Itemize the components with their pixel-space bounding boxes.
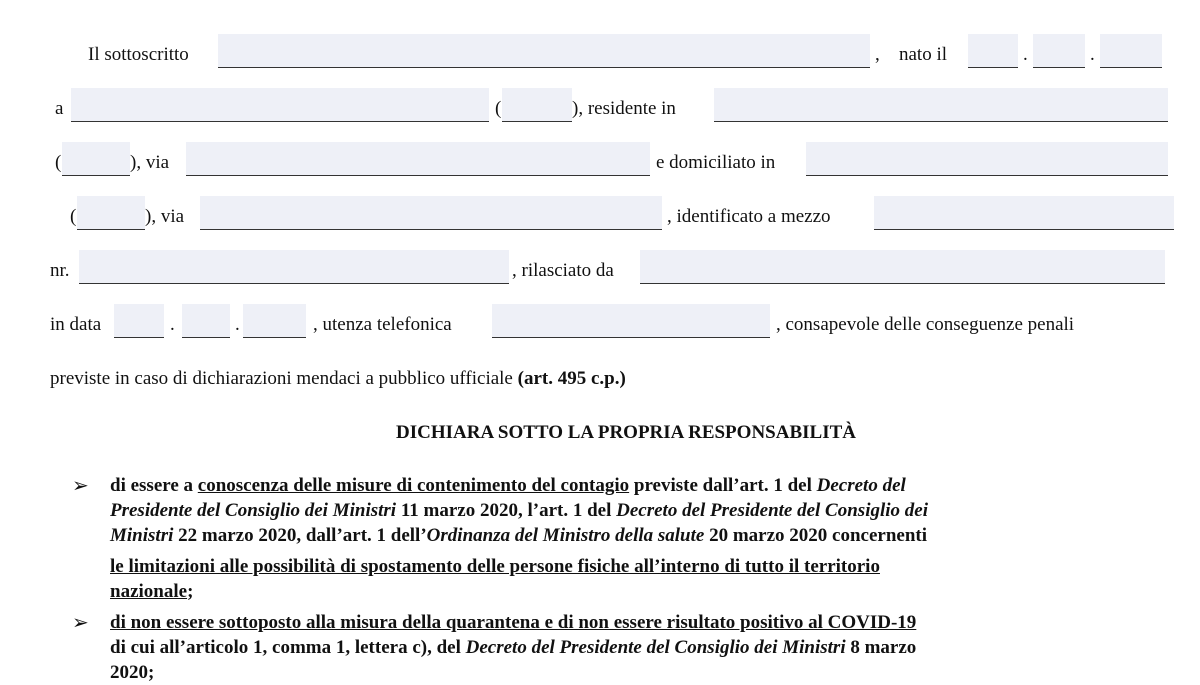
declaration-title: DICHIARA SOTTO LA PROPRIA RESPONSABILITÀ [396, 422, 856, 443]
label-in-data: in data [50, 314, 102, 335]
issue-month-field[interactable] [182, 304, 230, 338]
document-number-field[interactable] [79, 250, 509, 284]
arrow-bullet-icon: ➢ [72, 612, 89, 634]
label-via: ), via [145, 206, 185, 227]
birthplace-field[interactable] [71, 88, 489, 122]
birth-day-field[interactable] [968, 34, 1018, 68]
dot-separator: . [1023, 44, 1028, 65]
paren-open: ( [70, 206, 77, 227]
label-a: a [55, 98, 64, 119]
issuer-field[interactable] [640, 250, 1165, 284]
label-sottoscritto: Il sottoscritto [88, 44, 189, 65]
bullet1-line4: le limitazioni alle possibilità di spostamento delle persone fisiche all’interno di tutto il territorio [110, 556, 880, 577]
label-consapevole: , consapevole delle conseguenze penali [776, 314, 1075, 335]
bullet1-line3 [110, 524, 927, 548]
arrow-bullet-icon: ➢ [72, 475, 89, 497]
dot-separator: . [170, 314, 175, 335]
bullet1-line1 [110, 474, 906, 498]
label-nato-il: nato il [899, 44, 948, 65]
text: ; [187, 581, 194, 602]
label-comma: , [875, 44, 880, 65]
italic-text: Decreto del Presidente del Consiglio dei [616, 500, 928, 521]
issue-year-field[interactable] [243, 304, 306, 338]
italic-text: Ordinanza del Ministro della salute [426, 525, 705, 546]
label-nr: nr. [50, 260, 70, 281]
birth-month-field[interactable] [1033, 34, 1085, 68]
text: di cui all’articolo 1, comma 1, lettera c), del [110, 637, 466, 658]
bullet2-line3: 2020; [110, 662, 155, 683]
label-rilasciato-da: , rilasciato da [512, 260, 614, 281]
issue-day-field[interactable] [114, 304, 164, 338]
domicile-field[interactable] [806, 142, 1168, 176]
bullet1-line5 [110, 580, 193, 604]
text: di essere a [110, 475, 198, 496]
text: 11 marzo 2020, l’art. 1 del [396, 500, 617, 521]
dot-separator: . [235, 314, 240, 335]
residence-field[interactable] [714, 88, 1168, 122]
text: 8 marzo [845, 637, 917, 658]
legal-reference: (art. 495 c.p.) [517, 368, 626, 389]
text: 22 marzo 2020, dall’art. 1 dell’ [173, 525, 427, 546]
italic-text: Decreto del [816, 475, 906, 496]
id-document-field[interactable] [874, 196, 1174, 230]
text: 20 marzo 2020 concernenti [704, 525, 928, 546]
name-field[interactable] [218, 34, 870, 68]
residence-province-field[interactable] [62, 142, 130, 176]
birth-year-field[interactable] [1100, 34, 1162, 68]
dot-separator: . [1090, 44, 1095, 65]
paren-open: ( [495, 98, 502, 119]
domicile-street-field[interactable] [200, 196, 662, 230]
residence-street-field[interactable] [186, 142, 650, 176]
italic-text: Presidente del Consiglio dei Ministri [110, 500, 397, 521]
label-utenza-telefonica: , utenza telefonica [313, 314, 452, 335]
italic-text: Decreto del Presidente del Consiglio dei Ministri [465, 637, 846, 658]
paren-open: ( [55, 152, 62, 173]
text: previste dall’art. 1 del [629, 475, 817, 496]
label-via: ), via [130, 152, 170, 173]
underlined-text: nazionale [110, 581, 188, 602]
birth-province-field[interactable] [502, 88, 572, 122]
bullet1-line2 [110, 499, 928, 523]
label-identificato: , identificato a mezzo [667, 206, 831, 227]
underlined-text: conoscenza delle misure di contenimento del contagio [197, 475, 630, 496]
legal-notice [50, 367, 626, 391]
phone-field[interactable] [492, 304, 770, 338]
legal-notice-text: previste in caso di dichiarazioni mendaci a pubblico ufficiale [50, 368, 513, 389]
bullet2-line2 [110, 636, 916, 660]
domicile-province-field[interactable] [77, 196, 145, 230]
bullet2-line1: di non essere sottoposto alla misura della quarantena e di non essere risultato positivo al COVID-19 [110, 612, 917, 633]
label-domiciliato-in: e domiciliato in [656, 152, 776, 173]
label-residente-in: ), residente in [572, 98, 676, 119]
italic-text: Ministri [110, 525, 174, 546]
